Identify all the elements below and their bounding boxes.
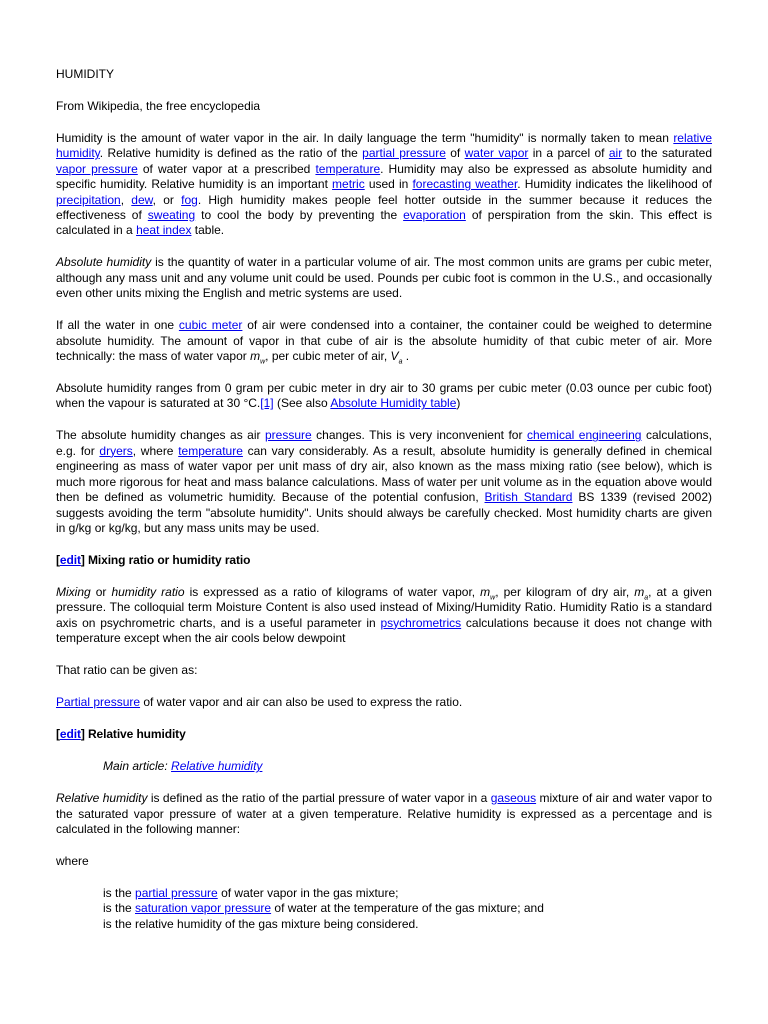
text: to the saturated xyxy=(622,146,712,161)
text: of xyxy=(445,146,465,161)
text: ) xyxy=(456,396,461,411)
link-gaseous[interactable]: gaseous xyxy=(490,791,537,806)
text: of perspiration from the skin. This effect is calculated in a xyxy=(56,208,712,238)
link-main-article-relative-humidity[interactable]: Relative humidity xyxy=(171,759,263,774)
section-title: Relative humidity xyxy=(84,727,186,742)
term-absolute-humidity: Absolute humidity xyxy=(56,255,152,270)
text: is expressed as a ratio of kilograms of water vapor, xyxy=(184,584,481,599)
text: If all the water in one xyxy=(56,318,179,333)
partial-pressure-paragraph xyxy=(56,695,712,710)
link-relative-humidity[interactable]: relative humidity xyxy=(56,131,712,161)
text: of water vapor in the gas mixture; xyxy=(217,885,399,900)
link-temperature[interactable]: temperature xyxy=(315,161,381,176)
link-absolute-humidity-table[interactable]: Absolute Humidity table xyxy=(330,396,457,411)
section-heading-relative-humidity xyxy=(56,727,712,742)
link-partial-pressure[interactable]: partial pressure xyxy=(135,885,218,900)
link-metric[interactable]: metric xyxy=(332,177,365,192)
term-humidity-ratio: humidity ratio xyxy=(111,584,185,599)
text: . Humidity indicates the likelihood of xyxy=(517,177,712,192)
link-chemical-engineering[interactable]: chemical engineering xyxy=(526,428,642,443)
absolute-humidity-paragraph xyxy=(56,255,712,301)
link-dryers[interactable]: dryers xyxy=(99,443,133,458)
term-relative-humidity: Relative humidity xyxy=(56,791,148,806)
text: , where xyxy=(132,443,179,458)
text: , at a given pressure. The colloquial term Moisture Content is also used instead of Mixing/Humidity Ratio. Humidity Ratio is a standard axis on psychrometric charts, and is a useful parameter in xyxy=(56,584,712,630)
link-dew[interactable]: dew xyxy=(131,192,153,207)
main-article-note xyxy=(103,759,712,774)
link-sweating[interactable]: sweating xyxy=(147,208,196,223)
text: BS 1339 (revised 2002) suggests avoiding the term "absolute humidity". Units should always be carefully checked. Most humidity charts are given in g/kg or kg/kg, but any mass units may be used. xyxy=(56,490,712,535)
text: m xyxy=(480,584,491,599)
symbol-va xyxy=(390,349,403,366)
ratio-given-line: That ratio can be given as: xyxy=(56,663,198,678)
text: of water vapor at a prescribed xyxy=(137,161,316,176)
text: of water vapor and air can also be used to express the ratio. xyxy=(140,695,463,710)
text: [ xyxy=(56,727,60,742)
text: m xyxy=(250,349,261,364)
text: calculations because it does not change with temperature except when the air cools below dewpoint xyxy=(56,615,713,646)
definition-item xyxy=(103,886,712,901)
cubic-meter-paragraph xyxy=(56,318,712,364)
reference-link[interactable]: [1] xyxy=(260,396,274,411)
edit-link[interactable]: edit xyxy=(59,727,81,742)
text: or xyxy=(90,584,112,599)
text: V xyxy=(390,349,399,364)
text: is the xyxy=(103,901,136,916)
text: , per cubic meter of air, xyxy=(265,349,391,364)
link-water-vapor[interactable]: water vapor xyxy=(464,146,529,161)
text: can vary considerably. As a result, absolute humidity is generally defined in chemical engineering as mass of water vapor per unit mass of dry air, also known as the mass mixing ratio (see below), which is much more rigorous for heat and mass balance calculations. Mass of water per unit volume as in the equation above would then be defined as volumetric humidity. Because of the potential confusion, xyxy=(56,443,712,505)
link-forecasting-weather[interactable]: forecasting weather xyxy=(412,177,518,192)
subscript: w xyxy=(260,358,266,366)
text: ] xyxy=(80,552,85,567)
symbol-mw xyxy=(250,349,266,366)
text: , xyxy=(120,192,132,207)
text: changes. This is very inconvenient for xyxy=(311,428,527,443)
text: Humidity is the amount of water vapor in the air. In daily language the term "humidity" is normally taken to mean xyxy=(56,131,674,145)
subscript: w xyxy=(490,594,496,602)
text: mixture of air and water vapor to the saturated vapor pressure of water at a given temperature. Relative humidity is expressed as a percentage and is calculated in the following manner: xyxy=(56,791,713,836)
text: ] xyxy=(80,727,85,742)
text: table. xyxy=(191,223,225,238)
article xyxy=(56,67,712,932)
link-heat-index[interactable]: heat index xyxy=(136,223,192,238)
text: of air were condensed into a container, the container could be weighed to determine absolute humidity. The amount of vapor in that cube of air is the absolute humidity of that cubic meter of air. More technically: the mass of water vapor xyxy=(56,318,712,364)
text: [ xyxy=(56,552,60,567)
symbol-ma xyxy=(634,584,649,602)
link-cubic-meter[interactable]: cubic meter xyxy=(178,318,243,333)
text: . High humidity makes people feel hotter outside in the summer because it reduces the effectiveness of xyxy=(56,192,713,223)
symbol-mw xyxy=(480,584,496,602)
text: in a parcel of xyxy=(528,146,609,161)
link-pressure[interactable]: pressure xyxy=(265,428,312,443)
link-saturation-vapor-pressure[interactable]: saturation vapor pressure xyxy=(135,901,272,916)
text: m xyxy=(634,584,645,599)
source-line: From Wikipedia, the free encyclopedia xyxy=(56,99,261,113)
mixing-ratio-paragraph xyxy=(56,585,712,647)
text: (See also xyxy=(273,396,331,411)
link-psychrometrics[interactable]: psychrometrics xyxy=(380,615,462,630)
text: of water at the temperature of the gas mixture; and xyxy=(271,901,544,916)
text: , per kilogram of dry air, xyxy=(495,584,635,599)
relative-humidity-paragraph xyxy=(56,791,712,837)
link-evaporation[interactable]: evaporation xyxy=(403,208,466,223)
section-heading-mixing-ratio xyxy=(56,553,712,568)
text: Main article: xyxy=(103,759,172,774)
range-paragraph xyxy=(56,381,712,412)
edit-link[interactable]: edit xyxy=(59,552,81,567)
page-title: HUMIDITY xyxy=(56,67,114,81)
subscript: a xyxy=(644,594,649,602)
text: , or xyxy=(152,192,182,207)
link-vapor-pressure[interactable]: vapor pressure xyxy=(56,161,138,176)
text: . xyxy=(402,349,410,364)
pressure-paragraph xyxy=(56,428,712,536)
text: The absolute humidity changes as air xyxy=(56,428,265,443)
link-temperature[interactable]: temperature xyxy=(178,443,243,458)
definition-item: is the relative humidity of the gas mixture being considered. xyxy=(103,916,419,931)
text: calculations, e.g. for xyxy=(56,428,713,458)
where-label: where xyxy=(56,853,89,868)
term-mixing: Mixing xyxy=(56,584,91,599)
link-precipitation[interactable]: precipitation xyxy=(56,192,121,207)
text: is the quantity of water in a particular volume of air. The most common units are grams per cubic meter, although any mass unit and any volume unit could be used. Pounds per cubic foot is common in the U.S., and occasionally even other units mixing the English and metric systems are used. xyxy=(56,255,713,301)
text: used in xyxy=(364,177,413,192)
link-fog[interactable]: fog xyxy=(181,192,198,207)
text: Absolute humidity ranges from 0 gram per cubic meter in dry air to 30 grams per cubic meter (0.03 ounce per cubic foot) when the vapour is saturated at 30 °C. xyxy=(56,381,712,411)
section-title: Mixing ratio or humidity ratio xyxy=(84,552,251,567)
link-british-standard[interactable]: British Standard xyxy=(484,490,573,505)
text: . Relative humidity is defined as the ratio of the xyxy=(99,146,363,161)
intro-paragraph xyxy=(56,131,712,239)
text: . Humidity may also be expressed as absolute humidity and specific humidity. Relative humidity is an important xyxy=(56,161,713,192)
link-air[interactable]: air xyxy=(608,146,623,161)
definition-item xyxy=(103,901,712,916)
text: is the xyxy=(103,885,136,900)
definition-list xyxy=(103,886,712,932)
text: to cool the body by preventing the xyxy=(195,208,404,223)
text: is defined as the ratio of the partial pressure of water vapor in a xyxy=(147,791,491,806)
subscript: a xyxy=(398,358,403,366)
link-partial-pressure[interactable]: Partial pressure xyxy=(56,695,141,710)
link-partial-pressure[interactable]: partial pressure xyxy=(362,146,446,161)
